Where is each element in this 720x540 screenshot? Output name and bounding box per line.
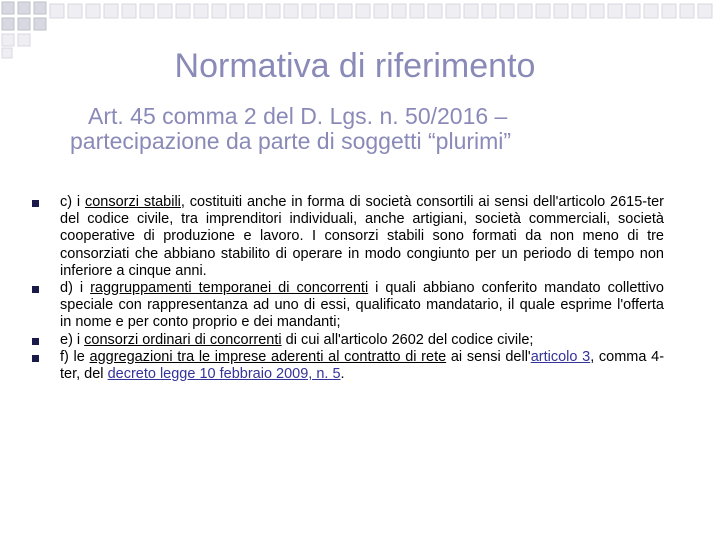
slide-subtitle [70,104,670,154]
list-item-d [32,280,664,332]
item-term: raggruppamenti temporanei di concorrenti [90,280,369,297]
item-term: aggregazioni tra le imprese aderenti al contratto di rete [89,348,447,365]
square-bullet-icon [32,200,39,207]
square-bullet-icon [32,355,39,362]
subtitle-line-1: Art. 45 comma 2 del D. Lgs. n. 50/2016 – [88,103,508,129]
square-bullet-icon [32,338,39,345]
item-prefix: d) i [60,280,91,297]
item-text: , costituiti anche in forma di società consortili ai sensi dell'articolo 2615-ter del codice civile, tra imprenditori individuali, anche artigiani, società commerciali, società cooperative di produzione e lavoro. I consorzi stabili sono formati da non meno di tre consorziati che abbiano stabilito di operare in modo congiunto per un periodo di tempo non inferiore a cinque anni. [60,194,665,279]
subtitle-line-2: partecipazione da parte di soggetti “plurimi” [70,128,512,154]
list-item-c [32,194,664,280]
item-text: di cui all'articolo 2602 del codice civile; [281,331,534,348]
item-text: , comma 4-ter, del [60,348,665,383]
item-text: ai sensi dell' [446,348,531,365]
item-prefix: f) le [60,348,90,365]
item-term: consorzi ordinari di concorrenti [84,331,282,348]
item-text: i quali abbiano conferito mandato collettivo speciale con rappresentanza ad uno di essi, qualificato mandatario, il quale esprime l'offerta in nome e per conto proprio e dei mandanti; [60,280,664,331]
slide-title: Normativa di riferimento [174,47,536,85]
item-text: . [340,366,345,383]
decree-link[interactable]: decreto legge 10 febbraio 2009, n. 5 [107,366,341,383]
item-term: consorzi stabili [84,194,181,210]
list-item-e [32,332,664,349]
square-bullet-icon [32,286,39,293]
article-3-link[interactable]: articolo 3 [530,348,591,365]
bullet-list [32,194,664,383]
list-item-f [32,349,664,383]
item-prefix: c) i [60,194,85,210]
item-prefix: e) i [60,331,85,348]
